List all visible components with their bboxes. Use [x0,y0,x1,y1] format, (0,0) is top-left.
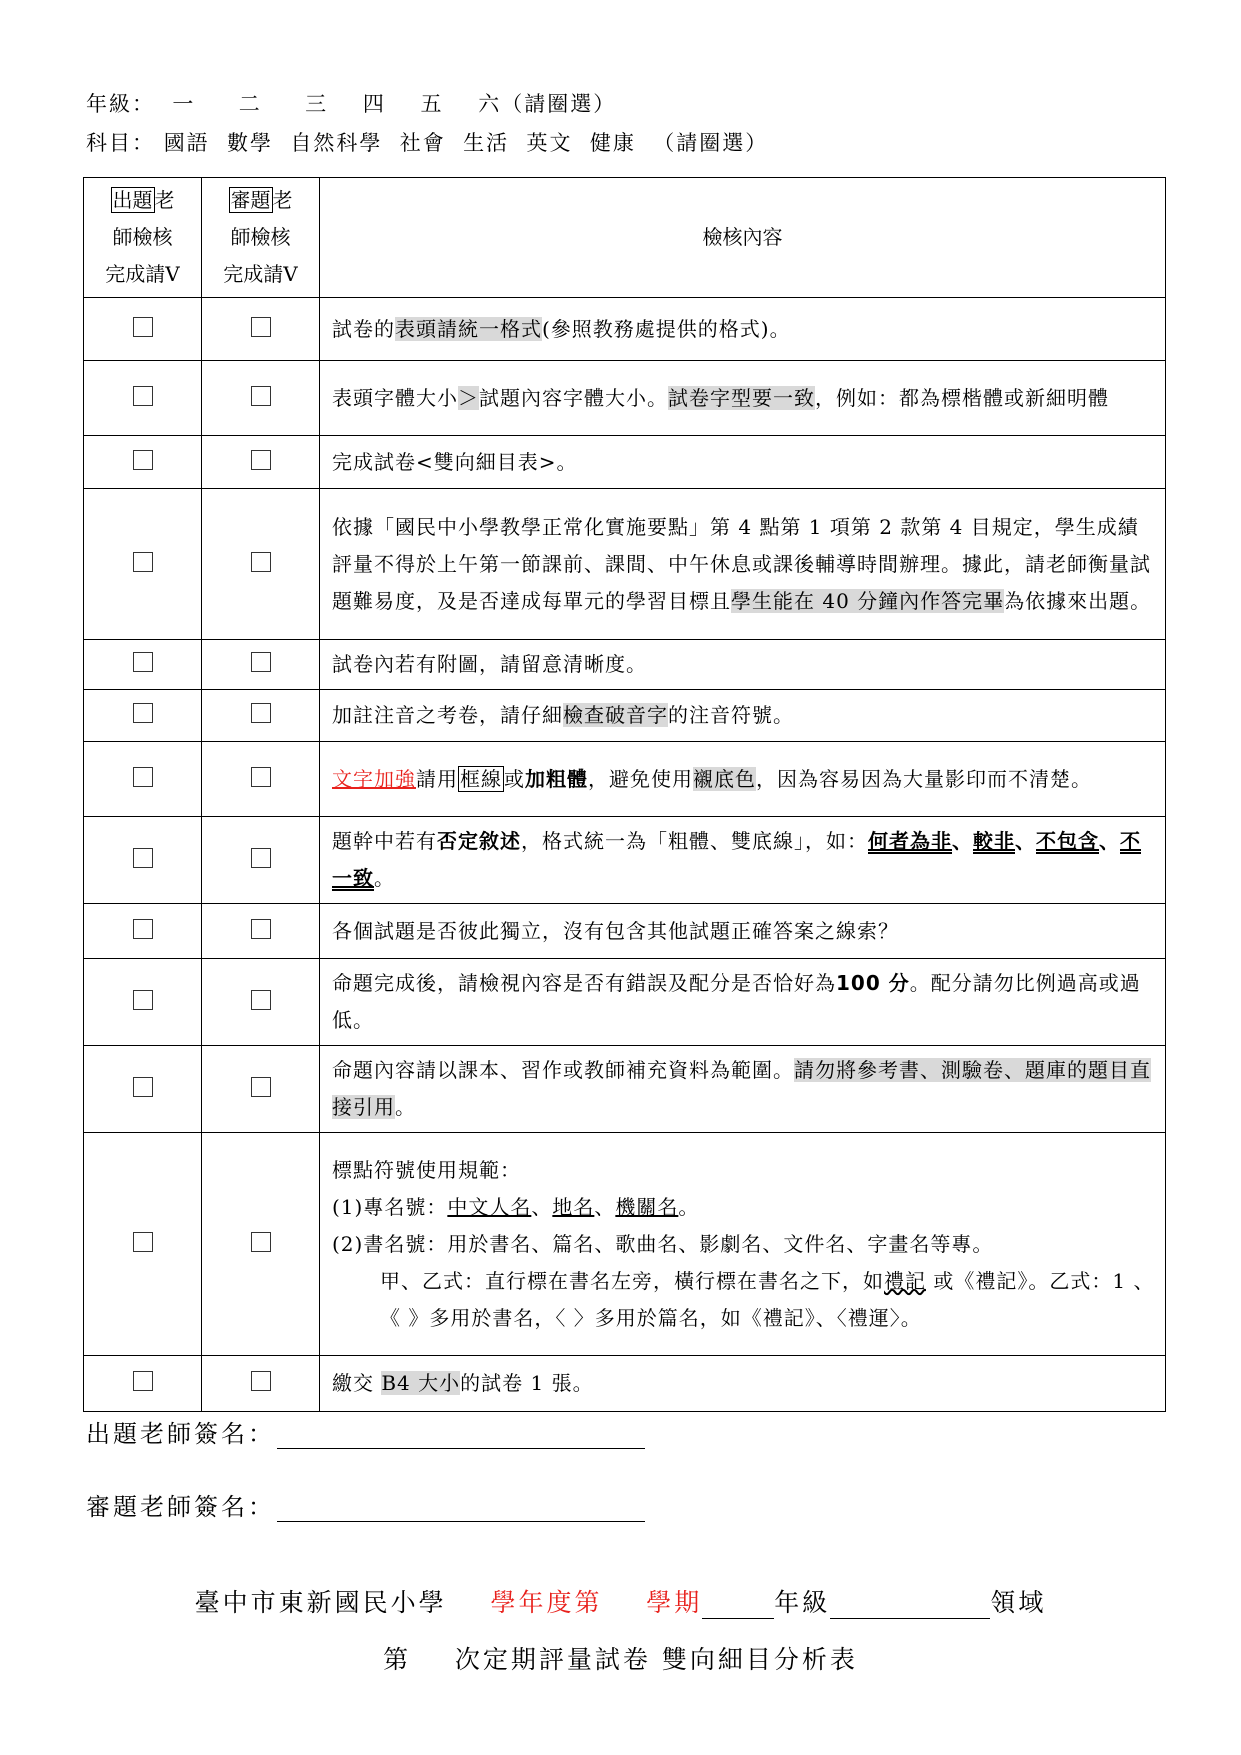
row-content: 標點符號使用規範： (1)專名號：中文人名、地名、機關名。 (2)書名號：用於書名、篇名、歌曲名、影劇名、文件名、字畫名等專。 甲、乙式：直行標在書名左旁，橫行標在書名之下，如禮記 或《禮記》。乙式：1 、《 》多用於書名，〈 〉多用於篇名，如《禮記》、〈禮運〉。 [320,1133,1166,1356]
setter-checkbox[interactable] [133,450,153,470]
setter-checkbox[interactable] [133,317,153,337]
table-row [84,361,1166,436]
table-header-row [84,178,1166,298]
setter-checkbox[interactable] [133,1232,153,1252]
table-row [84,489,1166,640]
setter-checkbox[interactable] [133,919,153,939]
row-content: 完成試卷<雙向細目表>。 [320,436,1166,489]
table-row [84,640,1166,690]
setter-checkbox[interactable] [133,386,153,406]
grade-blank[interactable] [702,1596,774,1619]
reviewer-checkbox[interactable] [251,919,271,939]
domain-label: 領域 [990,1588,1047,1617]
row-content: 命題內容請以課本、習作或教師補充資料為範圍。請勿將參考書、測驗卷、題庫的題目直接引用。 [320,1046,1166,1133]
grade-label: 年級 [774,1588,831,1617]
grade-label: 年級： [86,92,155,116]
reviewer-checkbox[interactable] [251,386,271,406]
grade-option[interactable]: 一 [172,92,196,116]
grade-option[interactable]: 四 [362,92,386,116]
row-content: 文字加強請用 框線 或加粗體，避免使用襯底色，因為容易因為大量影印而不清楚。 [320,742,1166,817]
reviewer-checkbox[interactable] [251,1232,271,1252]
reviewer-checkbox[interactable] [251,848,271,868]
row-content: 加註注音之考卷，請仔細檢查破音字的注音符號。 [320,690,1166,742]
reviewer-checkbox[interactable] [251,990,271,1010]
semester-label: 學期 [646,1588,703,1617]
grade-selection-line [86,88,616,118]
footer-title-line2: 第 次定期評量試卷 雙向細目分析表 [383,1645,858,1674]
setter-checkbox[interactable] [133,652,153,672]
row-content: 試卷的表頭請統一格式(參照教務處提供的格式)。 [320,298,1166,361]
table-row [84,1046,1166,1133]
row-content: 各個試題是否彼此獨立，沒有包含其他試題正確答案之線索？ [320,904,1166,959]
setter-checkbox[interactable] [133,1371,153,1391]
subject-option[interactable]: 生活 [463,131,510,155]
table-row [84,959,1166,1046]
table-row [84,690,1166,742]
setter-checkbox[interactable] [133,848,153,868]
grade-option[interactable]: 六 [478,92,502,116]
setter-signature [86,1414,645,1449]
row-content: 依據「國民中小學教學正常化實施要點」第 4 點第 1 項第 2 款第 4 目規定，學生成績評量不得於上午第一節課前、課間、中午休息或課後輔導時間辦理。據此，請老師衡量試題難易度，及是否達成每單元的學習目標且學生能在 40 分鐘內作答完畢為依據來出題。 [320,489,1166,640]
grade-option[interactable]: 三 [305,92,329,116]
checklist-table [83,177,1166,1412]
subject-label: 科目： [86,131,155,155]
row-content: 試卷內若有附圖，請留意清晰度。 [320,640,1166,690]
reviewer-signature-field[interactable] [277,1499,645,1522]
setter-check-header: 出題 老 師檢核 完成請Ⅴ [84,178,202,298]
reviewer-checkbox[interactable] [251,1371,271,1391]
row-content: 題幹中若有否定敘述，格式統一為「粗體、雙底線」，如：何者為非、較非、不包含、不一致。 [320,817,1166,904]
school-name: 臺中市東新國民小學 [194,1588,447,1617]
subject-option[interactable]: 數學 [227,131,274,155]
reviewer-check-header: 審題 老 師檢核 完成請Ⅴ [202,178,320,298]
school-year-label: 學年度第 [490,1588,603,1617]
grade-option[interactable]: 五 [420,92,444,116]
table-row [84,298,1166,361]
setter-checkbox[interactable] [133,1077,153,1097]
table-row [84,742,1166,817]
subject-option[interactable]: 國語 [163,131,210,155]
domain-blank[interactable] [830,1596,990,1619]
row-content: 表頭字體大小＞試題內容字體大小。試卷字型要一致，例如：都為標楷體或新細明體 [320,361,1166,436]
setter-checkbox[interactable] [133,990,153,1010]
reviewer-checkbox[interactable] [251,317,271,337]
row-content: 命題完成後，請檢視內容是否有錯誤及配分是否恰好為100 分。配分請勿比例過高或過低。 [320,959,1166,1046]
row-content: 繳交 B4 大小的試卷 1 張。 [320,1356,1166,1412]
subject-option[interactable]: 英文 [526,131,573,155]
reviewer-checkbox[interactable] [251,703,271,723]
footer-title-line1 [0,1583,1241,1619]
reviewer-signature-label: 審題老師簽名： [86,1493,275,1521]
content-header: 檢核內容 [320,178,1166,298]
subject-option[interactable]: 社會 [399,131,446,155]
table-row [84,1133,1166,1356]
table-row [84,817,1166,904]
table-row [84,904,1166,959]
reviewer-signature [86,1487,645,1522]
reviewer-checkbox[interactable] [251,1077,271,1097]
setter-signature-label: 出題老師簽名： [86,1420,275,1448]
reviewer-checkbox[interactable] [251,450,271,470]
grade-option[interactable]: 二 [238,92,262,116]
subject-option[interactable]: 自然科學 [290,131,383,155]
setter-checkbox[interactable] [133,703,153,723]
grade-note: （請圈選） [501,92,617,116]
table-row [84,1356,1166,1412]
setter-checkbox[interactable] [133,552,153,572]
reviewer-checkbox[interactable] [251,767,271,787]
subject-selection-line [86,127,768,157]
subject-note: （請圈選） [653,131,769,155]
setter-checkbox[interactable] [133,767,153,787]
reviewer-checkbox[interactable] [251,652,271,672]
reviewer-checkbox[interactable] [251,552,271,572]
subject-option[interactable]: 健康 [589,131,636,155]
setter-signature-field[interactable] [277,1426,645,1449]
table-row [84,436,1166,489]
